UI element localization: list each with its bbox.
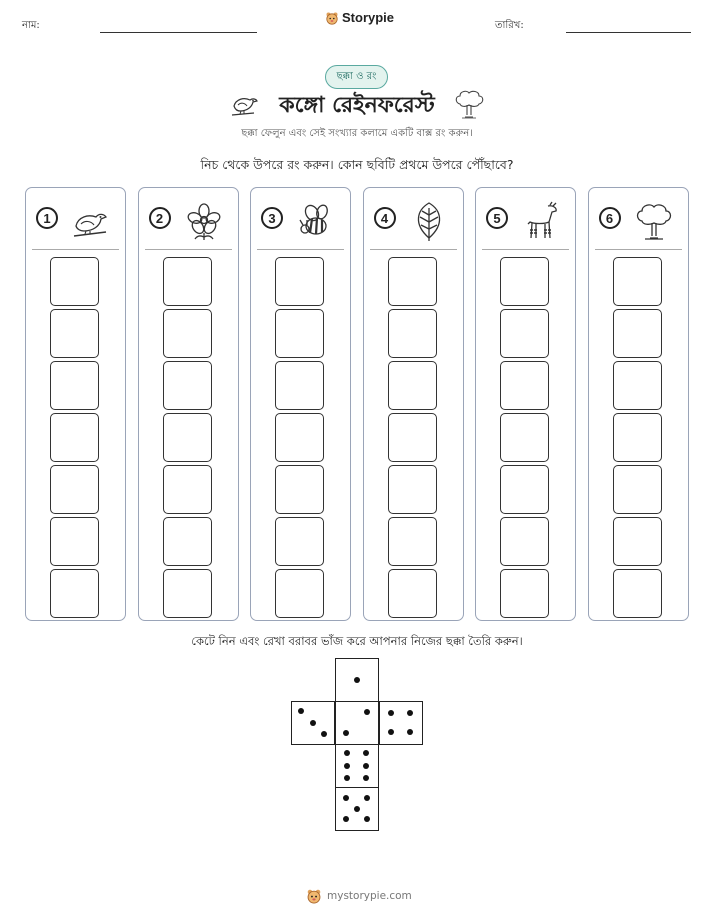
die-pip — [388, 710, 394, 716]
tree-icon — [633, 200, 675, 242]
activity-badge: ছক্কা ও রং — [325, 65, 388, 89]
die-pip — [354, 677, 360, 683]
flower-icon — [183, 200, 225, 242]
color-box[interactable] — [163, 413, 212, 462]
color-box[interactable] — [613, 517, 662, 566]
die-pip — [310, 720, 316, 726]
color-box[interactable] — [275, 309, 324, 358]
die-pip — [364, 795, 370, 801]
color-box[interactable] — [500, 517, 549, 566]
column-number: 2 — [149, 207, 171, 229]
column-divider — [145, 249, 232, 250]
color-box[interactable] — [500, 257, 549, 306]
color-box[interactable] — [50, 309, 99, 358]
die-pip — [363, 763, 369, 769]
color-box[interactable] — [613, 257, 662, 306]
date-label: তারিখ: — [495, 20, 524, 31]
die-pip — [344, 775, 350, 781]
bee-icon — [295, 200, 337, 242]
footer — [306, 888, 412, 904]
color-box[interactable] — [163, 257, 212, 306]
color-box[interactable] — [500, 569, 549, 618]
color-box[interactable] — [613, 569, 662, 618]
die-face-1 — [335, 658, 379, 702]
name-label: নাম: — [22, 20, 40, 31]
die-face-4 — [379, 701, 423, 745]
color-box[interactable] — [50, 361, 99, 410]
column-number: 6 — [599, 207, 621, 229]
color-box[interactable] — [163, 361, 212, 410]
color-box[interactable] — [500, 309, 549, 358]
tree-title-icon — [452, 88, 486, 120]
color-box[interactable] — [50, 465, 99, 514]
color-box[interactable] — [388, 361, 437, 410]
cut-instruction: কেটে নিন এবং রেখা বরাবর ভাঁজ করে আপনার নিজের ছক্কা তৈরি করুন। — [191, 634, 523, 648]
name-field-line[interactable] — [100, 32, 257, 33]
die-pip — [364, 709, 370, 715]
die-face-2 — [335, 701, 379, 745]
column-divider — [257, 249, 344, 250]
column-5 — [475, 187, 576, 621]
column-6 — [588, 187, 689, 621]
column-divider — [595, 249, 682, 250]
footer-site: mystorypie.com — [327, 890, 412, 902]
column-divider — [482, 249, 569, 250]
die-pip — [344, 750, 350, 756]
okapi-icon — [520, 200, 562, 242]
instruction-text: নিচ থেকে উপরে রং করুন। কোন ছবিটি প্রথমে উপরে পৌঁছাবে? — [200, 157, 514, 172]
die-pip — [321, 731, 327, 737]
column-2 — [138, 187, 239, 621]
color-box[interactable] — [388, 517, 437, 566]
storypie-footer-logo-icon — [306, 888, 322, 904]
color-box[interactable] — [500, 413, 549, 462]
page-title: কঙ্গো রেইনফরেস্ট — [279, 93, 435, 118]
color-box[interactable] — [163, 517, 212, 566]
page-subtitle: ছক্কা ফেলুন এবং সেই সংখ্যার কলামে একটি বাক্স রং করুন। — [241, 128, 473, 139]
color-box[interactable] — [275, 257, 324, 306]
die-pip — [363, 750, 369, 756]
column-3 — [250, 187, 351, 621]
die-face-3 — [291, 701, 335, 745]
brand-name: Storypie — [342, 10, 395, 25]
die-pip — [343, 730, 349, 736]
color-box[interactable] — [275, 413, 324, 462]
die-pip — [343, 795, 349, 801]
column-number: 4 — [374, 207, 396, 229]
color-box[interactable] — [388, 465, 437, 514]
color-box[interactable] — [163, 465, 212, 514]
column-number: 3 — [261, 207, 283, 229]
color-box[interactable] — [275, 361, 324, 410]
column-4 — [363, 187, 464, 621]
date-field-line[interactable] — [566, 32, 691, 33]
color-box[interactable] — [50, 517, 99, 566]
color-box[interactable] — [500, 361, 549, 410]
die-face-6 — [335, 744, 379, 788]
color-box[interactable] — [50, 257, 99, 306]
color-box[interactable] — [388, 413, 437, 462]
color-box[interactable] — [388, 569, 437, 618]
column-number: 5 — [486, 207, 508, 229]
column-number: 1 — [36, 207, 58, 229]
color-box[interactable] — [275, 465, 324, 514]
die-pip — [407, 710, 413, 716]
color-box[interactable] — [388, 257, 437, 306]
die-pip — [298, 708, 304, 714]
die-pip — [354, 806, 360, 812]
column-divider — [370, 249, 457, 250]
die-pip — [344, 763, 350, 769]
die-pip — [364, 816, 370, 822]
color-box[interactable] — [163, 309, 212, 358]
color-box[interactable] — [50, 569, 99, 618]
die-face-5 — [335, 787, 379, 831]
die-pip — [407, 729, 413, 735]
die-pip — [388, 729, 394, 735]
brand — [325, 10, 394, 25]
color-box[interactable] — [500, 465, 549, 514]
color-box[interactable] — [388, 309, 437, 358]
color-box[interactable] — [163, 569, 212, 618]
column-1 — [25, 187, 126, 621]
die-pip — [343, 816, 349, 822]
color-box[interactable] — [275, 569, 324, 618]
color-box[interactable] — [50, 413, 99, 462]
column-divider — [32, 249, 119, 250]
color-box[interactable] — [613, 361, 662, 410]
color-box[interactable] — [613, 309, 662, 358]
leaf-icon — [408, 200, 450, 242]
color-box[interactable] — [613, 413, 662, 462]
color-box[interactable] — [275, 517, 324, 566]
die-pip — [363, 775, 369, 781]
storypie-logo-icon — [325, 11, 339, 25]
color-box[interactable] — [613, 465, 662, 514]
bird-icon — [70, 200, 112, 242]
